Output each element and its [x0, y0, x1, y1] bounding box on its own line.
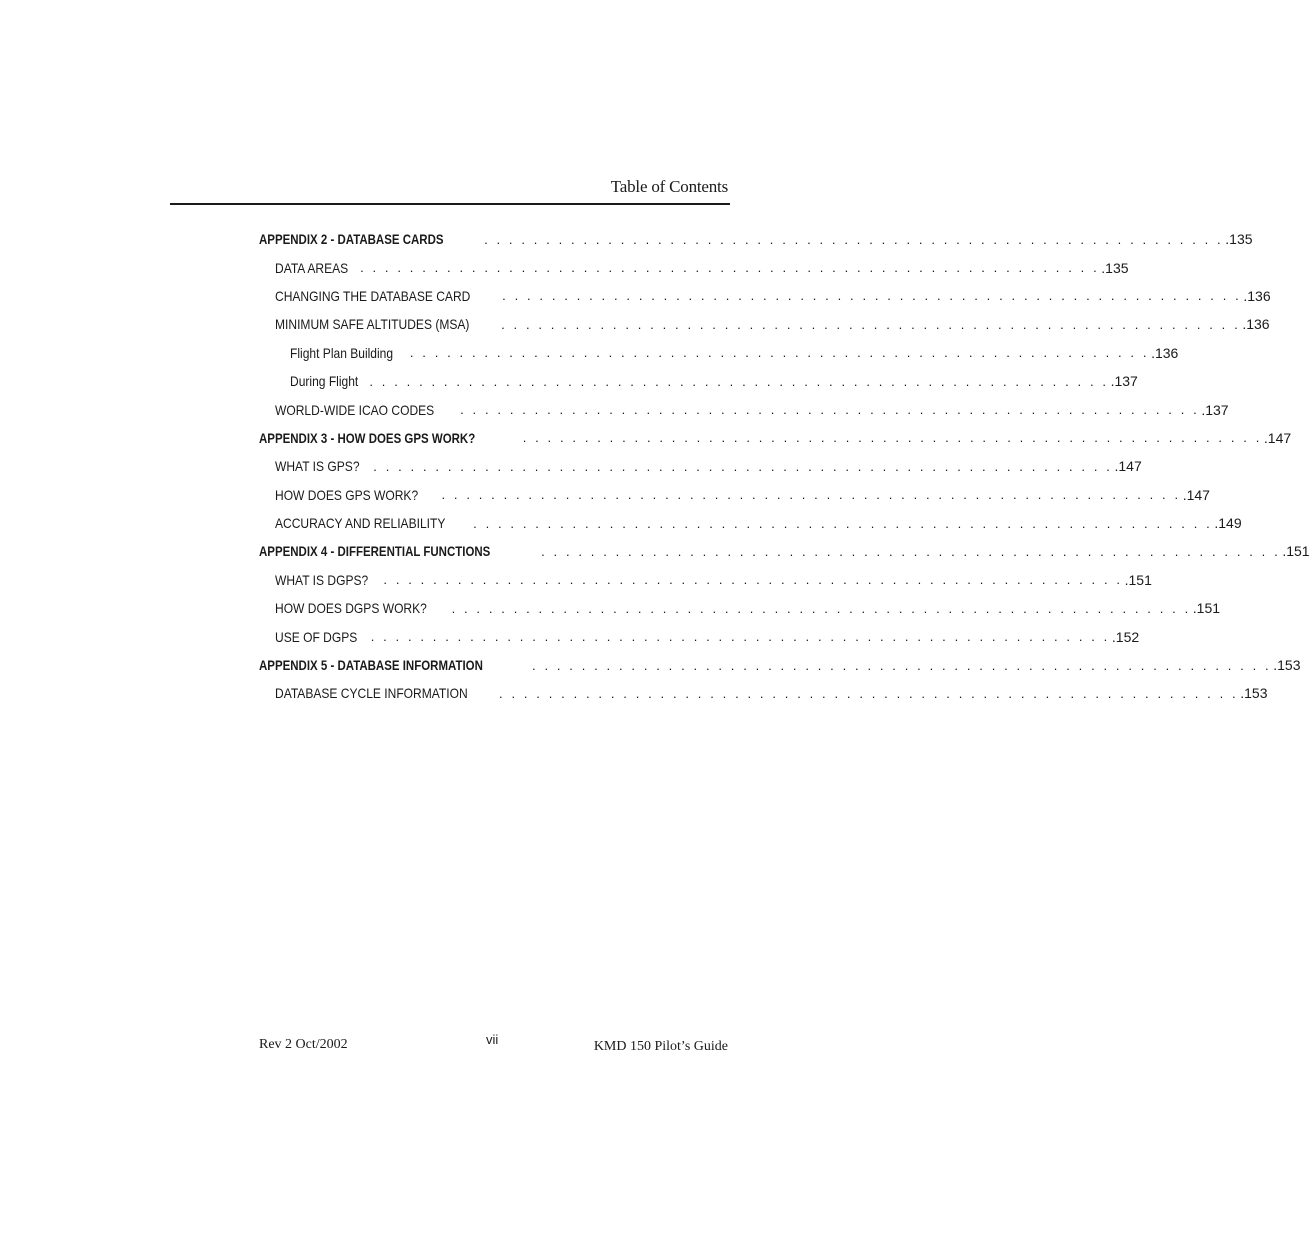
toc-entry-label: ACCURACY AND RELIABILITY: [275, 515, 446, 532]
toc-entry[interactable]: [259, 622, 1140, 650]
toc-entry[interactable]: [259, 594, 1221, 622]
header-rule: [170, 203, 730, 205]
toc-entry[interactable]: [259, 679, 1268, 707]
dot-leader: . . . . . . . . . . . . . . . . . . . . . . . . . . . . . . . . . . . . . . . . . . . . . . . . . . . . . . . . . . . .: [473, 515, 1213, 531]
toc-entry-page: .136: [1242, 316, 1270, 333]
toc-entry[interactable]: [259, 509, 1242, 537]
toc-entry-label: Flight Plan Building: [290, 344, 394, 361]
dot-leader: . . . . . . . . . . . . . . . . . . . . . . . . . . . . . . . . . . . . . . . . . . . . . . . . . . . . . . . . . . . .: [541, 543, 1281, 559]
toc-entry-label: DATA AREAS: [275, 259, 349, 276]
running-head-title: Table of Contents: [610, 177, 728, 196]
dot-leader: . . . . . . . . . . . . . . . . . . . . . . . . . . . . . . . . . . . . . . . . . . . . . . . . . . . . . . . . . . . .: [360, 260, 1100, 276]
toc-entry-label: DATABASE CYCLE INFORMATION: [275, 685, 468, 702]
toc-entry-label: WORLD-WIDE ICAO CODES: [275, 401, 435, 418]
toc-entry[interactable]: [259, 395, 1229, 423]
toc-entry-label: CHANGING THE DATABASE CARD: [275, 287, 471, 304]
toc-entry-label: MINIMUM SAFE ALTITUDES (MSA): [275, 316, 470, 333]
toc-entry[interactable]: [259, 253, 1129, 281]
toc-entry-page: .136: [1243, 287, 1271, 304]
toc-entry-page: .151: [1282, 543, 1310, 560]
dot-leader: . . . . . . . . . . . . . . . . . . . . . . . . . . . . . . . . . . . . . . . . . . . . . . . . . . . . . . . . . . . .: [369, 373, 1109, 389]
toc-entry[interactable]: [259, 225, 1253, 253]
toc-entry-page: .135: [1225, 231, 1253, 248]
footer-page-number: vii: [486, 1032, 499, 1047]
toc-entry-page: .152: [1111, 628, 1140, 645]
toc-entry-label: APPENDIX 2 - DATABASE CARDS: [259, 231, 444, 248]
toc-entry-page: .147: [1182, 486, 1210, 503]
dot-leader: . . . . . . . . . . . . . . . . . . . . . . . . . . . . . . . . . . . . . . . . . . . . . . . . . . . . . . . . . . . .: [502, 288, 1242, 304]
toc-entry[interactable]: [259, 367, 1138, 395]
toc-entry-label: APPENDIX 5 - DATABASE INFORMATION: [259, 657, 483, 674]
toc-entry-page: .151: [1192, 600, 1221, 617]
dot-leader: . . . . . . . . . . . . . . . . . . . . . . . . . . . . . . . . . . . . . . . . . . . . . . . . . . . . . . . . . . . .: [522, 430, 1262, 446]
toc-entry[interactable]: [259, 282, 1271, 310]
toc-entry[interactable]: [259, 424, 1292, 452]
dot-leader: . . . . . . . . . . . . . . . . . . . . . . . . . . . . . . . . . . . . . . . . . . . . . . . . . . . . . . . . . . . .: [501, 316, 1241, 332]
footer-guide-title: KMD 150 Pilot’s Guide: [593, 1039, 728, 1054]
toc-entry-label: WHAT IS DGPS?: [275, 571, 369, 588]
toc-entry[interactable]: [259, 452, 1142, 480]
toc-entry[interactable]: [259, 651, 1301, 679]
toc-entry-label: HOW DOES DGPS WORK?: [275, 600, 427, 617]
toc-entry-page: .153: [1273, 657, 1301, 674]
dot-leader: . . . . . . . . . . . . . . . . . . . . . . . . . . . . . . . . . . . . . . . . . . . . . . . . . . . . . . . . . . . .: [370, 629, 1110, 645]
toc-entry-page: .151: [1124, 571, 1152, 588]
toc-entry-page: .147: [1114, 458, 1142, 475]
toc-entry-page: .149: [1214, 515, 1242, 532]
dot-leader: . . . . . . . . . . . . . . . . . . . . . . . . . . . . . . . . . . . . . . . . . . . . . . . . . . . . . . . . . . . .: [373, 458, 1113, 474]
dot-leader: . . . . . . . . . . . . . . . . . . . . . . . . . . . . . . . . . . . . . . . . . . . . . . . . . . . . . . . . . . . .: [484, 231, 1224, 247]
toc-entry-page: .137: [1110, 373, 1138, 390]
dot-leader: . . . . . . . . . . . . . . . . . . . . . . . . . . . . . . . . . . . . . . . . . . . . . . . . . . . . . . . . . . . .: [460, 402, 1200, 418]
dot-leader: . . . . . . . . . . . . . . . . . . . . . . . . . . . . . . . . . . . . . . . . . . . . . . . . . . . . . . . . . . . .: [451, 600, 1191, 616]
dot-leader: . . . . . . . . . . . . . . . . . . . . . . . . . . . . . . . . . . . . . . . . . . . . . . . . . . . . . . . . . . . .: [499, 685, 1239, 701]
dot-leader: . . . . . . . . . . . . . . . . . . . . . . . . . . . . . . . . . . . . . . . . . . . . . . . . . . . . . . . . . . . .: [409, 345, 1150, 361]
toc-entry-label: During Flight: [290, 373, 359, 390]
toc-entry[interactable]: [259, 481, 1210, 509]
toc-entry-page: .135: [1101, 259, 1129, 276]
toc-entry-label: HOW DOES GPS WORK?: [275, 486, 419, 503]
toc-entry-page: .153: [1240, 685, 1268, 702]
table-of-contents: [259, 225, 1310, 708]
toc-entry-label: APPENDIX 4 - DIFFERENTIAL FUNCTIONS: [259, 543, 491, 560]
toc-entry[interactable]: [259, 566, 1152, 594]
toc-entry[interactable]: [259, 339, 1179, 367]
dot-leader: . . . . . . . . . . . . . . . . . . . . . . . . . . . . . . . . . . . . . . . . . . . . . . . . . . . . . . . . . . . .: [532, 657, 1272, 673]
toc-entry[interactable]: [259, 537, 1310, 565]
dot-leader: . . . . . . . . . . . . . . . . . . . . . . . . . . . . . . . . . . . . . . . . . . . . . . . . . . . . . . . . . . . .: [383, 572, 1123, 588]
toc-entry-label: WHAT IS GPS?: [275, 458, 360, 475]
toc-entry[interactable]: [259, 310, 1270, 338]
toc-entry-label: USE OF DGPS: [275, 628, 358, 645]
toc-entry-label: APPENDIX 3 - HOW DOES GPS WORK?: [259, 429, 476, 446]
toc-entry-page: .137: [1201, 401, 1229, 418]
toc-entry-page: .147: [1263, 429, 1292, 446]
dot-leader: . . . . . . . . . . . . . . . . . . . . . . . . . . . . . . . . . . . . . . . . . . . . . . . . . . . . . . . . . . . .: [441, 487, 1181, 503]
toc-entry-page: .136: [1151, 344, 1179, 361]
footer-revision: Rev 2 Oct/2002: [259, 1037, 348, 1052]
